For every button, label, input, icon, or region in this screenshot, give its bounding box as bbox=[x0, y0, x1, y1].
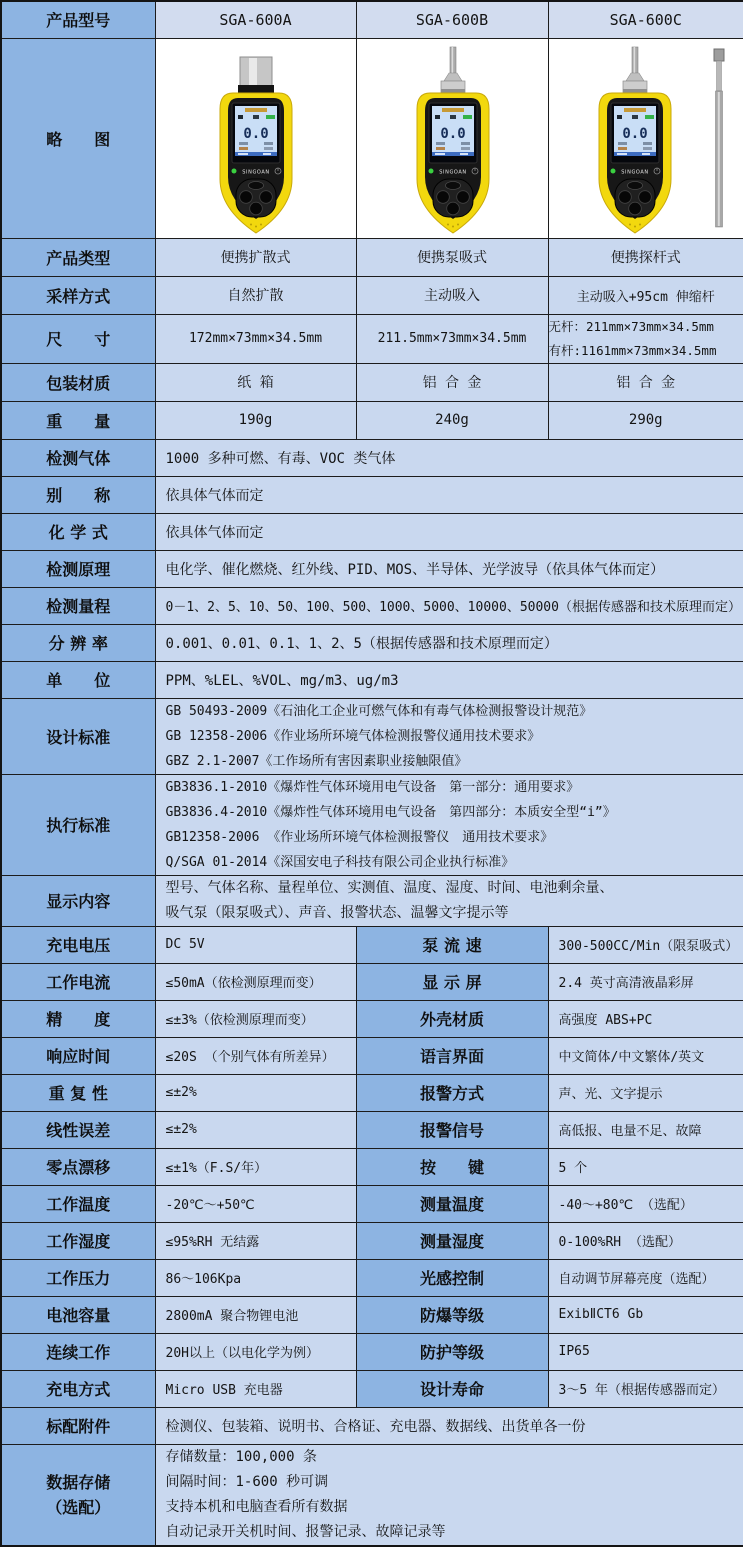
spec-value: 便携探杆式 bbox=[548, 238, 743, 276]
spec-label: 产品类型 bbox=[1, 238, 155, 276]
size-c-line-2: 有杆:1161mm×73mm×34.5mm bbox=[549, 339, 743, 363]
spec-value bbox=[155, 698, 743, 774]
table-row-design-standard bbox=[1, 698, 743, 774]
spec-label: 工作湿度 bbox=[1, 1222, 155, 1259]
spec-value: 主动吸入+95cm 伸缩杆 bbox=[548, 276, 743, 314]
spec-label: 光感控制 bbox=[356, 1259, 548, 1296]
exec-standard-line: GB12358-2006 《作业场所环境气体检测报警仪 通用技术要求》 bbox=[166, 825, 736, 850]
spec-label: 单 位 bbox=[1, 661, 155, 698]
spec-value: 5 个 bbox=[548, 1148, 743, 1185]
spec-label: 包装材质 bbox=[1, 363, 155, 401]
table-row bbox=[1, 1074, 743, 1111]
spec-value: PPM、%LEL、%VOL、mg/m3、ug/m3 bbox=[155, 661, 743, 698]
table-row bbox=[1, 550, 743, 587]
design-standard-line: GB 12358-2006《作业场所环境气体检测报警仪通用技术要求》 bbox=[166, 724, 736, 749]
table-row bbox=[1, 624, 743, 661]
spec-label: 响应时间 bbox=[1, 1037, 155, 1074]
spec-label: 检测原理 bbox=[1, 550, 155, 587]
spec-value: ≤50mA（依检测原理而变） bbox=[155, 963, 356, 1000]
table-row bbox=[1, 587, 743, 624]
spec-value: 2.4 英寸高清液晶彩屏 bbox=[548, 963, 743, 1000]
spec-value: 3～5 年（根据传感器而定） bbox=[548, 1370, 743, 1407]
spec-value: 1000 多种可燃、有毒、VOC 类气体 bbox=[155, 439, 743, 476]
table-row-sketch bbox=[1, 38, 743, 238]
spec-label: 化 学 式 bbox=[1, 513, 155, 550]
spec-value: 240g bbox=[356, 401, 548, 439]
spec-value: 便携扩散式 bbox=[155, 238, 356, 276]
table-row bbox=[1, 1185, 743, 1222]
table-row-accessories bbox=[1, 1407, 743, 1444]
spec-value: 高低报、电量不足、故障 bbox=[548, 1111, 743, 1148]
table-row bbox=[1, 439, 743, 476]
spec-value: 300-500CC/Min（限泵吸式） bbox=[548, 926, 743, 963]
device-illustration-sga-600a bbox=[156, 39, 356, 238]
table-row-storage bbox=[1, 1444, 743, 1546]
spec-label: 零点漂移 bbox=[1, 1148, 155, 1185]
table-row bbox=[1, 238, 743, 276]
spec-value: 主动吸入 bbox=[356, 276, 548, 314]
device-brand-label: SINGOAN bbox=[242, 169, 269, 175]
spec-value: 190g bbox=[155, 401, 356, 439]
sketch-row-label: 略 图 bbox=[1, 38, 155, 238]
spec-value: ≤±2% bbox=[155, 1074, 356, 1111]
spec-label: 检测量程 bbox=[1, 587, 155, 624]
table-row bbox=[1, 1000, 743, 1037]
device-illustration-sga-600b bbox=[357, 39, 548, 238]
table-row bbox=[1, 661, 743, 698]
spec-value bbox=[155, 1444, 743, 1546]
spec-label: 工作温度 bbox=[1, 1185, 155, 1222]
model-c-cell: SGA-600C bbox=[548, 1, 743, 38]
spec-value: 依具体气体而定 bbox=[155, 513, 743, 550]
spec-value: -40～+80℃ （选配） bbox=[548, 1185, 743, 1222]
table-row-header bbox=[1, 1, 743, 38]
spec-label: 报警方式 bbox=[356, 1074, 548, 1111]
device-illustration-sga-600c bbox=[549, 39, 743, 238]
spec-label: 重 复 性 bbox=[1, 1074, 155, 1111]
spec-value: Micro USB 充电器 bbox=[155, 1370, 356, 1407]
table-row bbox=[1, 1111, 743, 1148]
display-content-line: 吸气泵（限泵吸式）、声音、报警状态、温馨文字提示等 bbox=[166, 901, 736, 926]
spec-label: 标配附件 bbox=[1, 1407, 155, 1444]
spec-value: 86～106Kpa bbox=[155, 1259, 356, 1296]
table-row bbox=[1, 1259, 743, 1296]
storage-line: 支持本机和电脑查看所有数据 bbox=[166, 1495, 736, 1520]
storage-label-line-2: （选配） bbox=[2, 1495, 155, 1520]
spec-label: 线性误差 bbox=[1, 1111, 155, 1148]
sketch-cell-a bbox=[155, 38, 356, 238]
device-brand-label: SINGOAN bbox=[439, 169, 466, 175]
table-row bbox=[1, 1222, 743, 1259]
spec-label: 测量温度 bbox=[356, 1185, 548, 1222]
spec-value: 0-100%RH （选配） bbox=[548, 1222, 743, 1259]
storage-line: 自动记录开关机时间、报警记录、故障记录等 bbox=[166, 1520, 736, 1545]
spec-value: 20H以上（以电化学为例） bbox=[155, 1333, 356, 1370]
exec-standard-line: GB3836.4-2010《爆炸性气体环境用电气设备 第四部分：本质安全型“i”》 bbox=[166, 800, 736, 825]
spec-label: 显示内容 bbox=[1, 875, 155, 926]
table-row bbox=[1, 476, 743, 513]
exec-standard-line: Q/SGA 01-2014《深国安电子科技有限公司企业执行标准》 bbox=[166, 850, 736, 875]
spec-value: 172mm×73mm×34.5mm bbox=[155, 314, 356, 363]
spec-label: 语言界面 bbox=[356, 1037, 548, 1074]
spec-value bbox=[548, 314, 743, 363]
table-row bbox=[1, 963, 743, 1000]
spec-label: 按 键 bbox=[356, 1148, 548, 1185]
spec-label: 设计寿命 bbox=[356, 1370, 548, 1407]
spec-value: ≤±2% bbox=[155, 1111, 356, 1148]
spec-label: 外壳材质 bbox=[356, 1000, 548, 1037]
spec-value: ≤±1%（F.S/年） bbox=[155, 1148, 356, 1185]
storage-label-line-1: 数据存储 bbox=[2, 1470, 155, 1495]
device-screen-value: 0.0 bbox=[622, 126, 647, 142]
table-row bbox=[1, 1370, 743, 1407]
spec-value bbox=[155, 875, 743, 926]
table-row bbox=[1, 314, 743, 363]
spec-label: 防护等级 bbox=[356, 1333, 548, 1370]
table-row bbox=[1, 1333, 743, 1370]
spec-value: 自然扩散 bbox=[155, 276, 356, 314]
table-row bbox=[1, 513, 743, 550]
device-brand-label: SINGOAN bbox=[621, 169, 648, 175]
table-row-exec-standard bbox=[1, 774, 743, 875]
design-standard-line: GBZ 2.1-2007《工作场所有害因素职业接触限值》 bbox=[166, 749, 736, 774]
exec-standard-line: GB3836.1-2010《爆炸性气体环境用电气设备 第一部分：通用要求》 bbox=[166, 775, 736, 800]
design-standard-line: GB 50493-2009《石油化工企业可燃气体和有毒气体检测报警设计规范》 bbox=[166, 699, 736, 724]
spec-label: 泵 流 速 bbox=[356, 926, 548, 963]
spec-value: ≤95%RH 无结露 bbox=[155, 1222, 356, 1259]
table-row bbox=[1, 926, 743, 963]
device-screen-value: 0.0 bbox=[440, 126, 465, 142]
spec-value: 290g bbox=[548, 401, 743, 439]
spec-label bbox=[1, 1444, 155, 1546]
spec-value: 中文简体/中文繁体/英文 bbox=[548, 1037, 743, 1074]
size-c-line-1: 无杆：211mm×73mm×34.5mm bbox=[549, 315, 743, 339]
table-row bbox=[1, 401, 743, 439]
spec-value: 0－1、2、5、10、50、100、500、1000、5000、10000、50000（根据传感器和技术原理而定） bbox=[155, 587, 743, 624]
table-row bbox=[1, 1148, 743, 1185]
sketch-cell-b bbox=[356, 38, 548, 238]
spec-value: 自动调节屏幕亮度（选配） bbox=[548, 1259, 743, 1296]
spec-label: 设计标准 bbox=[1, 698, 155, 774]
model-a-cell: SGA-600A bbox=[155, 1, 356, 38]
spec-value: -20℃～+50℃ bbox=[155, 1185, 356, 1222]
spec-value bbox=[155, 774, 743, 875]
spec-value: ≤±3%（依检测原理而变） bbox=[155, 1000, 356, 1037]
spec-label: 采样方式 bbox=[1, 276, 155, 314]
spec-value: ExibⅡCT6 Gb bbox=[548, 1296, 743, 1333]
spec-label: 精 度 bbox=[1, 1000, 155, 1037]
spec-label: 分 辨 率 bbox=[1, 624, 155, 661]
spec-label: 充电方式 bbox=[1, 1370, 155, 1407]
spec-value: ≤20S （个别气体有所差异） bbox=[155, 1037, 356, 1074]
spec-value: 铝 合 金 bbox=[356, 363, 548, 401]
device-screen-value: 0.0 bbox=[243, 126, 268, 142]
table-row bbox=[1, 1296, 743, 1333]
spec-label: 测量湿度 bbox=[356, 1222, 548, 1259]
table-row bbox=[1, 363, 743, 401]
spec-label: 电池容量 bbox=[1, 1296, 155, 1333]
sketch-cell-c bbox=[548, 38, 743, 238]
spec-value: 211.5mm×73mm×34.5mm bbox=[356, 314, 548, 363]
table-row-display-content bbox=[1, 875, 743, 926]
display-content-line: 型号、气体名称、量程单位、实测值、温度、湿度、时间、电池剩余量、 bbox=[166, 876, 736, 901]
spec-value: 2800mA 聚合物锂电池 bbox=[155, 1296, 356, 1333]
spec-value: 铝 合 金 bbox=[548, 363, 743, 401]
spec-value: DC 5V bbox=[155, 926, 356, 963]
spec-label: 重 量 bbox=[1, 401, 155, 439]
spec-label: 连续工作 bbox=[1, 1333, 155, 1370]
storage-line: 存储数量：100,000 条 bbox=[166, 1445, 736, 1470]
table-row bbox=[1, 276, 743, 314]
spec-label: 充电电压 bbox=[1, 926, 155, 963]
spec-value: 检测仪、包装箱、说明书、合格证、充电器、数据线、出货单各一份 bbox=[155, 1407, 743, 1444]
table-row bbox=[1, 1037, 743, 1074]
storage-line: 间隔时间：1-600 秒可调 bbox=[166, 1470, 736, 1495]
spec-label: 尺 寸 bbox=[1, 314, 155, 363]
spec-value: 0.001、0.01、0.1、1、2、5（根据传感器和技术原理而定） bbox=[155, 624, 743, 661]
spec-label: 别 称 bbox=[1, 476, 155, 513]
spec-label: 显 示 屏 bbox=[356, 963, 548, 1000]
spec-label: 执行标准 bbox=[1, 774, 155, 875]
spec-value: 高强度 ABS+PC bbox=[548, 1000, 743, 1037]
spec-label: 工作电流 bbox=[1, 963, 155, 1000]
spec-value: IP65 bbox=[548, 1333, 743, 1370]
spec-value: 便携泵吸式 bbox=[356, 238, 548, 276]
spec-label: 工作压力 bbox=[1, 1259, 155, 1296]
spec-value: 声、光、文字提示 bbox=[548, 1074, 743, 1111]
spec-label: 检测气体 bbox=[1, 439, 155, 476]
header-model-label: 产品型号 bbox=[1, 1, 155, 38]
spec-label: 防爆等级 bbox=[356, 1296, 548, 1333]
spec-value: 电化学、催化燃烧、红外线、PID、MOS、半导体、光学波导（依具体气体而定） bbox=[155, 550, 743, 587]
model-b-cell: SGA-600B bbox=[356, 1, 548, 38]
spec-value: 依具体气体而定 bbox=[155, 476, 743, 513]
spec-value: 纸 箱 bbox=[155, 363, 356, 401]
spec-label: 报警信号 bbox=[356, 1111, 548, 1148]
